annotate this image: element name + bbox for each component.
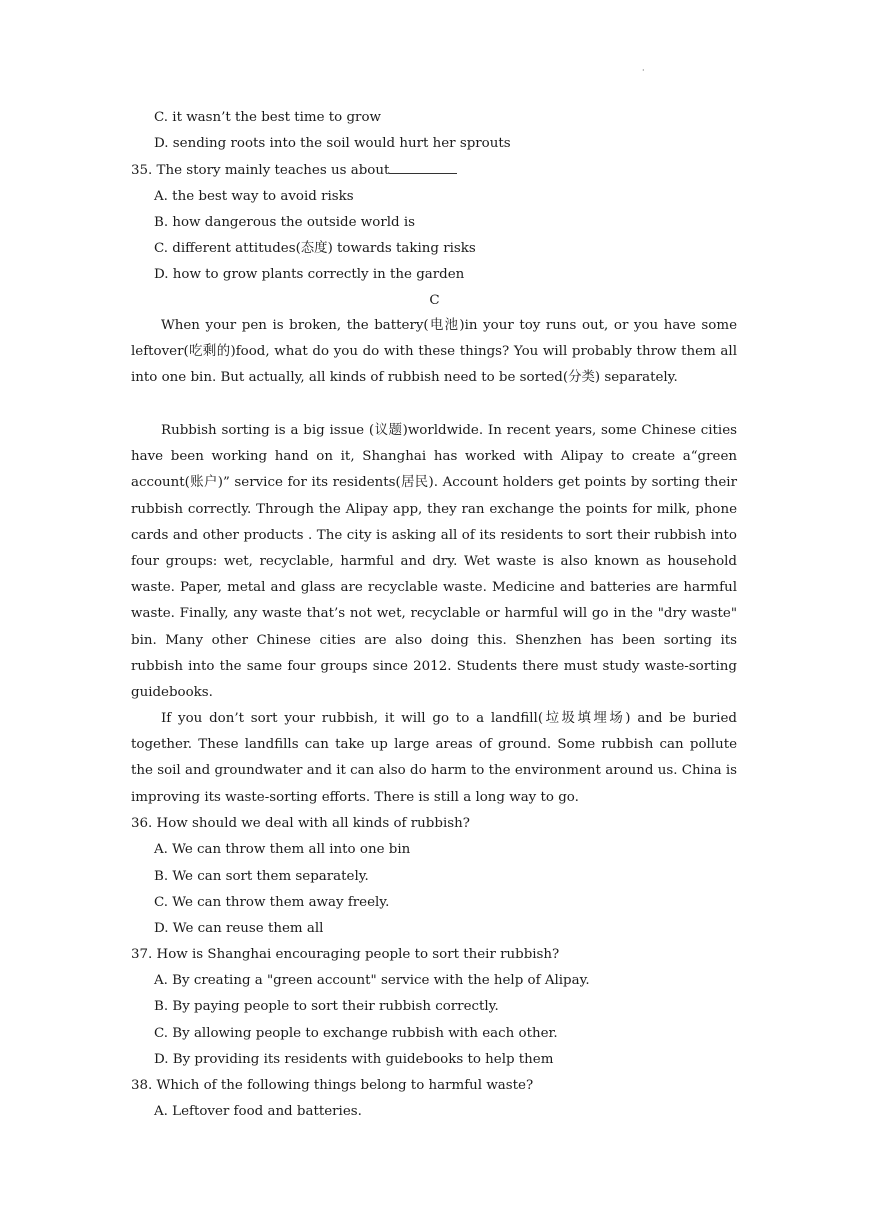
passage-paragraph-1 bbox=[131, 313, 737, 392]
q36-question: 36. How should we deal with all kinds of rubbish? bbox=[131, 816, 470, 831]
q37-option-d: D. By providing its residents with guidebooks to help them bbox=[154, 1052, 554, 1067]
paragraph-text: When your pen is broken, the battery(电池)in your toy runs out, or you have some leftover(吃剩的)food, what do you do with these things? You will probably throw them all into one bin. But actually, all kinds of rubbish need to be sorted(分类) separately. bbox=[131, 318, 737, 386]
q35-option-d: D. how to grow plants correctly in the garden bbox=[154, 267, 465, 282]
q35-option-c: C. different attitudes(态度) towards taking risks bbox=[154, 241, 476, 256]
q37-option-a: A. By creating a "green account" service with the help of Alipay. bbox=[154, 973, 590, 988]
passage-paragraph-2 bbox=[131, 418, 737, 706]
q38-option-a: A. Leftover food and batteries. bbox=[154, 1104, 362, 1119]
section-title: C bbox=[429, 293, 440, 308]
q35-question bbox=[131, 161, 457, 180]
q35-option-a: A. the best way to avoid risks bbox=[154, 189, 354, 204]
q36-option-a: A. We can throw them all into one bin bbox=[154, 842, 411, 857]
page-mark: · bbox=[642, 66, 645, 75]
q35-option-b: B. how dangerous the outside world is bbox=[154, 215, 415, 230]
q36-option-d: D. We can reuse them all bbox=[154, 921, 324, 936]
q38-question: 38. Which of the following things belong to harmful waste? bbox=[131, 1078, 534, 1093]
q36-option-c: C. We can throw them away freely. bbox=[154, 895, 390, 910]
q36-option-b: B. We can sort them separately. bbox=[154, 869, 369, 884]
passage-paragraph-3 bbox=[131, 706, 737, 811]
q37-option-b: B. By paying people to sort their rubbish correctly. bbox=[154, 999, 499, 1014]
q34-option-c: C. it wasn’t the best time to grow bbox=[154, 110, 381, 125]
q34-option-d: D. sending roots into the soil would hurt her sprouts bbox=[154, 136, 511, 151]
q35-question-text: 35. The story mainly teaches us about bbox=[131, 163, 390, 178]
paragraph-text: Rubbish sorting is a big issue (议题)worldwide. In recent years, some Chinese cities have been working hand on it, Shanghai has worked with Alipay to create a“green account(账户)” service for its residents(居民). Account holders get points by sorting their rubbish correctly. Through the Alipay app, they ran exchange the points for milk, phone cards and other products . The city is asking all of its residents to sort their rubbish into four groups: wet, recyclable, harmful and dry. Wet waste is also known as household waste. Paper, metal and glass are recyclable waste. Medicine and batteries are harmful waste. Finally, any waste that’s not wet, recyclable or harmful will go in the "dry waste" bin. Many other Chinese cities are also doing this. Shenzhen has been sorting its rubbish into the same four groups since 2012. Students there must study waste-sorting guidebooks. bbox=[131, 423, 737, 701]
q37-option-c: C. By allowing people to exchange rubbish with each other. bbox=[154, 1026, 558, 1041]
paragraph-text: If you don’t sort your rubbish, it will go to a landfill(垃圾填埋场) and be buried together. These landfills can take up large areas of ground. Some rubbish can pollute the soil and groundwater and it can also do harm to the environment around us. China is improving its waste-sorting efforts. There is still a long way to go. bbox=[131, 711, 737, 805]
q37-question: 37. How is Shanghai encouraging people to sort their rubbish? bbox=[131, 947, 560, 962]
answer-blank bbox=[389, 161, 457, 174]
